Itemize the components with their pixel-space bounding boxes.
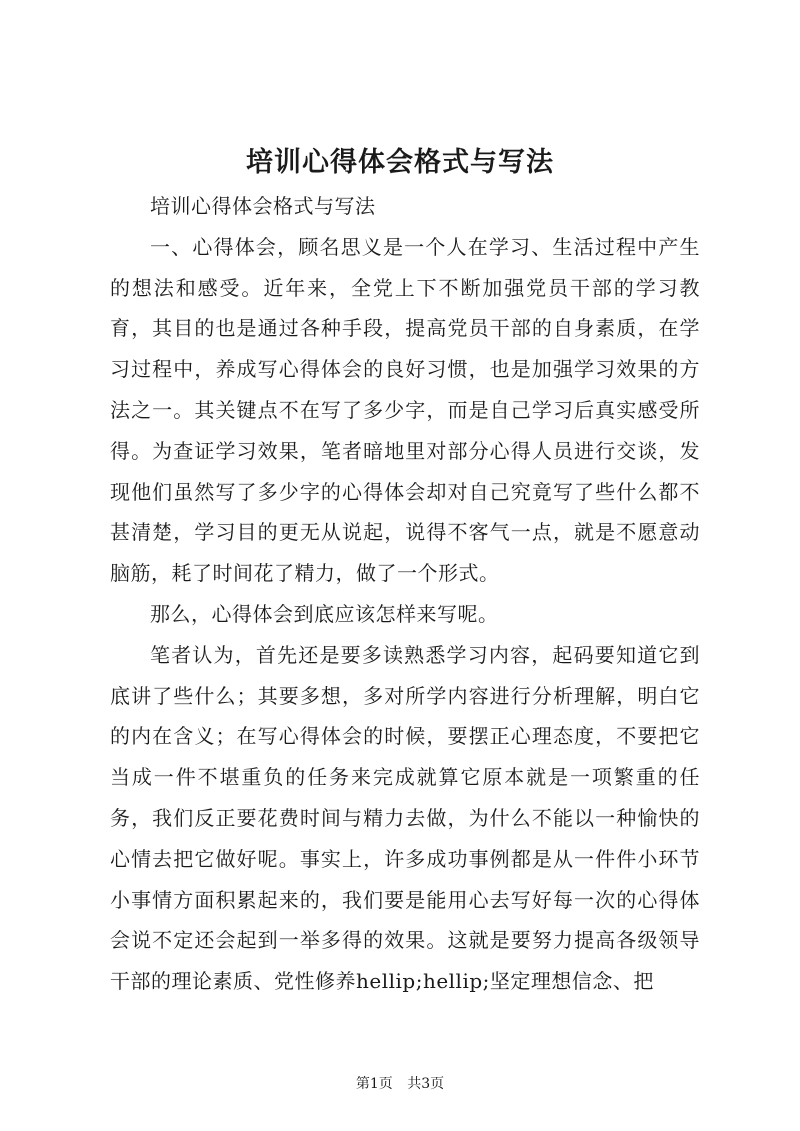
paragraph-question: 那么，心得体会到底应该怎样来写呢。 bbox=[150, 601, 499, 626]
document-body bbox=[110, 186, 700, 1002]
page-footer bbox=[0, 1074, 800, 1094]
paragraph-method: 笔者认为，首先还是要多读熟悉学习内容，起码要知道它到底讲了些什么；其要多想，多对所学内容进行分析理解，明白它的内在含义；在写心得体会的时候，要摆正心理态度，不要把它当成一件不堪重负的任务来完成就算它原本就是一项繁重的任务，我们反正要花费时间与精力去做，为什么不能以一种愉快的心情去把它做好呢。事实上，许多成功事例都是从一件件小环节小事情方面积累起来的，我们要是能用心去写好每一次的心得体会说不定还会起到一举多得的效果。这就是要努力提高各级领导干部的理论素质、党性修养hellip;hellip;坚定理想信念、把 bbox=[110, 642, 700, 994]
page-total: 共3页 bbox=[407, 1076, 445, 1092]
paragraph-subtitle: 培训心得体会格式与写法 bbox=[150, 194, 376, 218]
page-number: 第1页 bbox=[355, 1076, 393, 1092]
document-title: 培训心得体会格式与写法 bbox=[246, 147, 554, 178]
paragraph-definition: 一、心得体会，顾名思义是一个人在学习、生活过程中产生的想法和感受。近年来，全党上下不断加强党员干部的学习教育，其目的也是通过各种手段，提高党员干部的自身素质，在学习过程中，养成写心得体会的良好习惯，也是加强学习效果的方法之一。其关键点不在写了多少字，而是自己学习后真实感受所得。为查证学习效果，笔者暗地里对部分心得人员进行交谈，发现他们虽然写了多少字的心得体会却对自己究竟写了些什么都不甚清楚，学习目的更无从说起，说得不客气一点，就是不愿意动脑筋，耗了时间花了精力，做了一个形式。 bbox=[110, 234, 700, 586]
